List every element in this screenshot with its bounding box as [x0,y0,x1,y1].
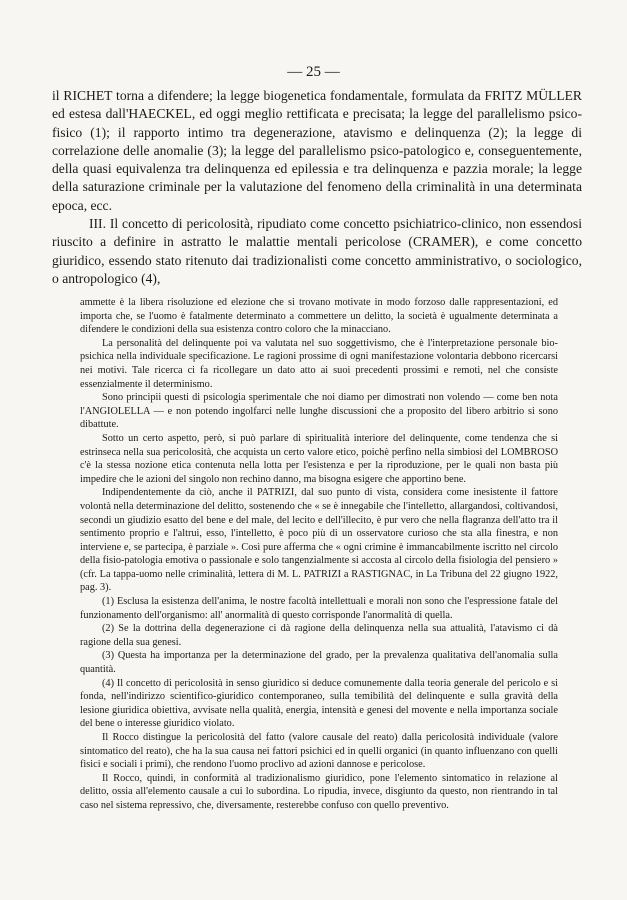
footnote-paragraph: Il Rocco distingue la pericolosità del fatto (valore causale del reato) dalla pericolosità individuale (valore sintomatico del reato), che ha la sua causa nei fattori psichici ed in quelli organici (in quanto influenzano con quelli fisici e sociali i primi), che rendono l'uomo proclivo ad azioni dannose e pericolose. [80,732,558,771]
footnote-4: (4) Il concetto di pericolosità in senso giuridico si deduce comunemente dalla teoria generale del pericolo e si fonda, nell'indirizzo scientifico-giuridico contemporaneo, sulla temibilità del delinquente e sulla gravità della lesione giuridica obiettiva, avvisate nella qualità, energia, intensità e genesi del movente e nella importanza sociale del bene o interesse giuridico violato. [80,677,558,730]
page-number: — 25 — [287,64,340,80]
main-text [52,87,582,288]
footnote-paragraph: Sotto un certo aspetto, però, si può parlare di spiritualità interiore del delinquente, come tendenza che si estrinseca nella sua pericolosità, che acquista un certo valore etico, poichè perfino nella simbiosi del LOMBROSO c'è la stessa nozione etica contenuta nella lotta per l'esistenza e per la riproduzione, per le quali non basta più impedire che le azioni del singolo non rechino danno, ma bisogna esigere che apportino bene. [80,432,558,485]
footnote-2: (2) Se la dottrina della degenerazione ci dà ragione della delinquenza nella sua attualità, l'atavismo ci dà ragione della sua genesi. [80,623,558,648]
footnote-3: (3) Questa ha importanza per la determinazione del grado, per la prevalenza qualitativa dell'anomalia sulla quantità. [80,650,558,676]
footnote-paragraph: La personalità del delinquente poi va valutata nel suo soggettivismo, che è l'interpretazione personale bio-psichica nella individuale specificazione. Le ragioni prossime di ogni manifestazione volontaria debbono ricercarsi nei motivi. Tale ricerca ci fa ricollegare un dato atto ai suoi precedenti prossimi e remoti, nel che consiste essenzialmente il determinismo. [80,337,558,390]
footnote-paragraph: Sono principii questi di psicologia sperimentale che noi diamo per dimostrati non volendo — come ben nota l'ANGIOLELLA — e non potendo ingolfarci nelle lunghe discussioni che a proposito del libero arbitrio si sono dibattute. [80,392,558,431]
footnote-paragraph: Il Rocco, quindi, in conformità al tradizionalismo giuridico, pone l'elemento sintomatico in relazione al delitto, ossia all'elemento causale a cui lo subordina. Lo ripudia, invece, disgiunto da questo, non rientrando in tal caso nel sistema repressivo, che, diversamente, resterebbe confuso con quello preventivo. [80,772,558,811]
main-paragraph: il RICHET torna a difendere; la legge biogenetica fondamentale, formulata da FRITZ MÜLLER ed estesa dall'HAECKEL, ed oggi meglio rettificata e precisata; la legge del parallelismo psico-fisico (1); il rapporto intimo tra degenerazione, atavismo e delinquenza (2); la legge di correlazione delle anomalie (3); la legge del parallelismo psico-patologico e, conseguentemente, della quasi equivalenza tra delinquenza ed epilessia e tra delinquenza e pazzia morale; la legge della saturazione criminale per la valutazione del fenomeno della criminalità in una determinata epoca, ecc. [52,88,582,213]
footnote-paragraph: ammette è la libera risoluzione ed elezione che si trovano motivate in modo forzoso dalle rappresentazioni, ed importa che, se l'uomo è fatalmente determinato a commettere un delitto, la società è ugualmente determinata a difendere le condizioni della sua esistenza contro coloro che la minacciano. [80,297,558,336]
footnote-1: (1) Esclusa la esistenza dell'anima, le nostre facoltà intellettuali e morali non sono che l'espressione fatale del funzionamento dell'organismo: all' anormalità di questo corrisponde l'anormalità di quella. [80,596,558,621]
main-paragraph: III. Il concetto di pericolosità, ripudiato come concetto psichiatrico-clinico, non essendosi riuscito a definire in astratto le malattie mentali pericolose (CRAMER), e come concetto giuridico, essendo stato ritenuto dai tradizionalisti come concetto amministrativo, o sociologico, o antropologico (4), [52,216,582,286]
footnote-paragraph: Indipendentemente da ciò, anche il PATRIZI, dal suo punto di vista, considera come inesistente il fattore volontà nella determinazione del delitto, sostenendo che « se è innegabile che l'intelletto, allargandosi, coltivandosi, secondi un giudizio esatto del bene e del male, del lecito e dell'illecito, è pur vero che nella flagranza dell'atto tra il sentimento proprio e l'altrui, esso, l'intelletto, è poco più di un osservatore curioso che sta alla finestra, e non interviene e, se partecipa, è parziale ». Così pure afferma che « ogni crimine è immancabilmente iscritto nel circolo della fisio-patologia emotiva o passionale e solo tangenzialmente si accosta al circolo della fisiologia del pensiero » (cfr. La tappa-uomo nelle criminalità, lettera di M. L. PATRIZI a RASTIGNAC, in La Tribuna del 22 giugno 1922, pag. 3). [80,487,558,594]
footnotes [80,296,558,813]
